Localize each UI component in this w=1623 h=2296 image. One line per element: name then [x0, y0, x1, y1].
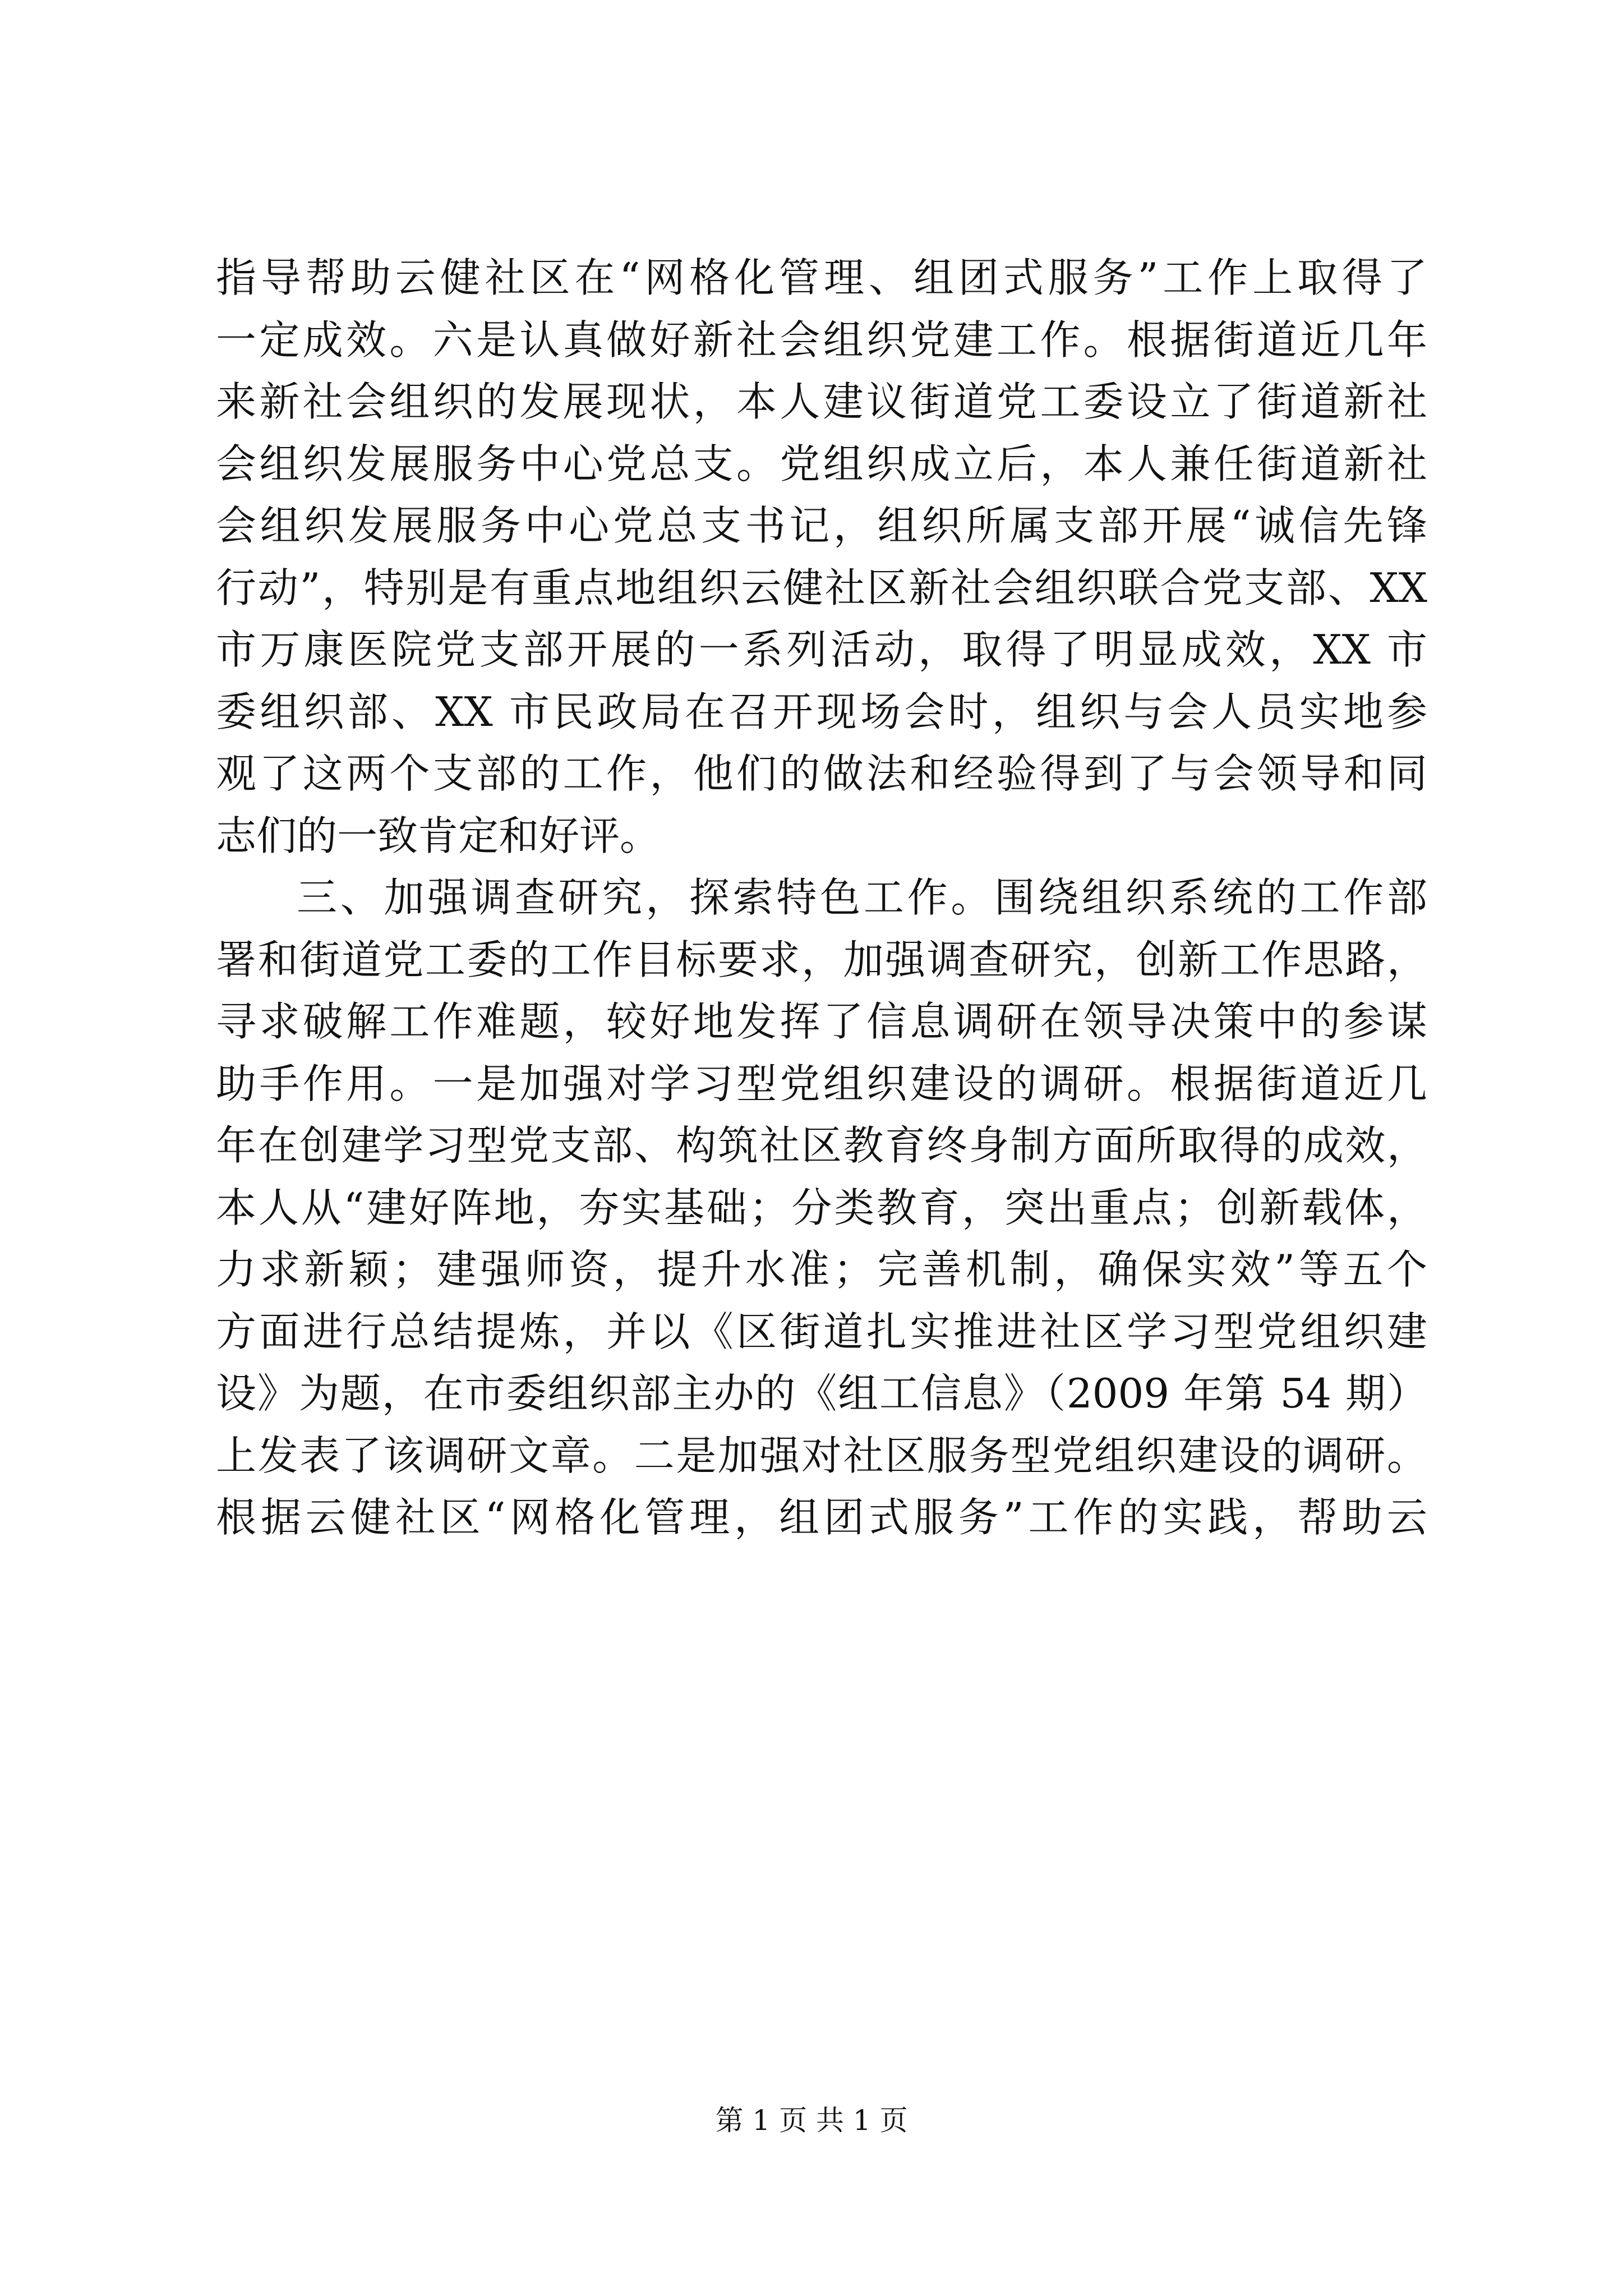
paragraph-2-line: 上发表了该调研文章。二是加强对社区服务型党组织建设的调研。	[216, 1432, 1427, 1479]
paragraph-1-line: 来新社会组织的发展现状，本人建议街道党工委设立了街道新社	[216, 378, 1427, 425]
document-body	[216, 247, 1427, 1549]
paragraph-2-line: 三、加强调查研究，探索特色工作。围绕组织系统的工作部	[297, 874, 1427, 921]
paragraph-2-line: 本人从“建好阵地，夯实基础；分类教育，突出重点；创新载体，	[216, 1184, 1427, 1231]
page-footer: 第 1 页 共 1 页	[715, 2104, 908, 2137]
paragraph-2-line: 方面进行总结提炼，并以《区街道扎实推进社区学习型党组织建	[216, 1308, 1427, 1355]
paragraph-1-line: 会组织发展服务中心党总支。党组织成立后，本人兼任街道新社	[216, 440, 1427, 487]
paragraph-2-line: 力求新颖；建强师资，提升水准；完善机制，确保实效”等五个	[216, 1246, 1427, 1293]
paragraph-1-line: 市万康医院党支部开展的一系列活动，取得了明显成效，XX 市	[216, 626, 1427, 673]
paragraph-1-line: 会组织发展服务中心党总支书记，组织所属支部开展“诚信先锋	[216, 502, 1427, 549]
paragraph-2-line: 年在创建学习型党支部、构筑社区教育终身制方面所取得的成效，	[216, 1122, 1427, 1169]
paragraph-2-line: 寻求破解工作难题，较好地发挥了信息调研在领导决策中的参谋	[216, 998, 1427, 1045]
paragraph-2-line: 助手作用。一是加强对学习型党组织建设的调研。根据街道近几	[216, 1060, 1427, 1107]
paragraph-1-line: 委组织部、XX 市民政局在召开现场会时，组织与会人员实地参	[216, 688, 1427, 735]
paragraph-2-line: 署和街道党工委的工作目标要求，加强调查研究，创新工作思路，	[216, 936, 1427, 983]
paragraph-1-line: 行动”，特别是有重点地组织云健社区新社会组织联合党支部、XX	[216, 564, 1427, 611]
paragraph-2-line: 设》为题，在市委组织部主办的《组工信息》（2009 年第 54 期）	[216, 1370, 1427, 1417]
paragraph-1-line: 志们的一致肯定和好评。	[216, 812, 661, 859]
paragraph-1-line: 一定成效。六是认真做好新社会组织党建工作。根据街道近几年	[216, 316, 1427, 364]
paragraph-2-line: 根据云健社区“网格化管理，组团式服务”工作的实践，帮助云	[216, 1494, 1427, 1541]
paragraph-1-line: 指导帮助云健社区在“网格化管理、组团式服务”工作上取得了	[216, 254, 1427, 301]
paragraph-1-line: 观了这两个支部的工作，他们的做法和经验得到了与会领导和同	[216, 750, 1427, 797]
